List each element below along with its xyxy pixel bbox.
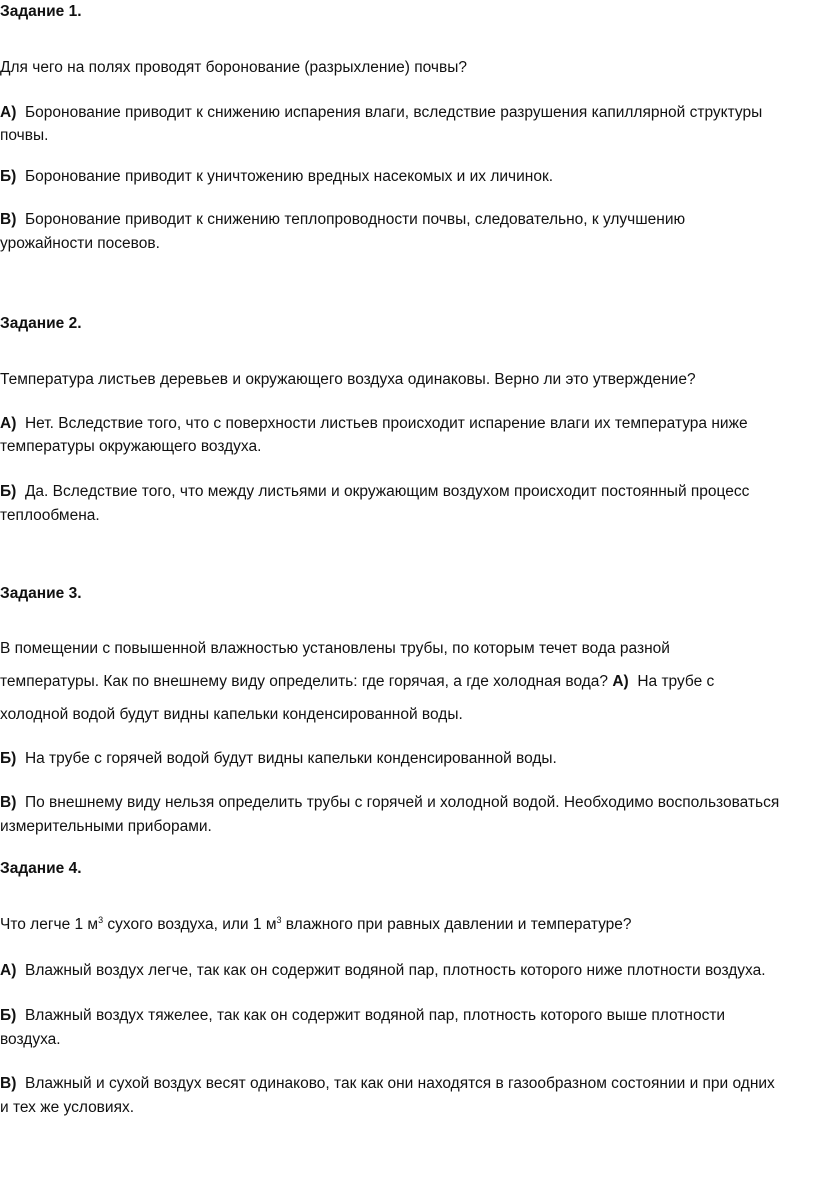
option-text: Влажный и сухой воздух весят одинаково, так как они находятся в газообразном состоянии и при одних: [24, 1075, 775, 1092]
question-text: сухого воздуха, или 1 м: [103, 916, 277, 933]
option-letter: В): [0, 1075, 17, 1092]
option-text: По внешнему виду нельзя определить трубы с горячей и холодной водой. Необходимо воспользоваться: [24, 794, 780, 811]
option-text: На трубе с горячей водой будут видны капельки конденсированной воды.: [24, 750, 557, 767]
task-2-title: Задание 2.: [0, 315, 82, 332]
task-1-option-b: [0, 167, 553, 187]
task-2-option-a: [0, 414, 748, 434]
option-letter: А): [0, 104, 17, 121]
task-3-question-line-3: холодной водой будут видны капельки конденсированной воды.: [0, 706, 463, 723]
superscript: 3: [276, 915, 282, 925]
task-3-question-line-2: [0, 672, 714, 692]
option-text: Влажный воздух легче, так как он содержит водяной пар, плотность которого ниже плотности воздуха.: [24, 962, 766, 979]
task-3-question-line-1: В помещении с повышенной влажностью установлены трубы, по которым течет вода разной: [0, 640, 670, 657]
question-text: Что легче 1 м: [0, 916, 99, 933]
question-text: влажного при равных давлении и температуре?: [281, 916, 632, 933]
option-text: Нет. Вследствие того, что с поверхности листьев происходит испарение влаги их температура ниже: [24, 415, 748, 432]
option-letter: А): [612, 673, 629, 690]
task-2-option-a-cont: температуры окружающего воздуха.: [0, 438, 262, 455]
option-letter: В): [0, 794, 17, 811]
task-4-option-a: [0, 961, 766, 981]
task-1-option-a: [0, 103, 762, 123]
task-2-question: Температура листьев деревьев и окружающего воздуха одинаковы. Верно ли это утверждение?: [0, 371, 696, 388]
task-1-title: Задание 1.: [0, 3, 82, 20]
task-1-question: Для чего на полях проводят боронование (разрыхление) почвы?: [0, 59, 467, 76]
task-2-option-b-cont: теплообмена.: [0, 507, 100, 524]
option-letter: Б): [0, 1007, 17, 1024]
option-letter: В): [0, 211, 17, 228]
superscript: 3: [98, 915, 104, 925]
task-4-option-c-cont: и тех же условиях.: [0, 1099, 135, 1116]
task-3-title: Задание 3.: [0, 585, 82, 602]
task-1-option-a-cont: почвы.: [0, 127, 49, 144]
option-letter: Б): [0, 750, 17, 767]
option-letter: Б): [0, 483, 17, 500]
task-4-option-c: [0, 1074, 775, 1094]
task-1-option-c-cont: урожайности посевов.: [0, 235, 160, 252]
option-text: Боронование приводит к снижению испарения влаги, вследствие разрушения капиллярной структуры: [24, 104, 763, 121]
option-text: Да. Вследствие того, что между листьями и окружающим воздухом происходит постоянный процесс: [24, 483, 750, 500]
task-1-option-c: [0, 210, 685, 230]
option-text: Влажный воздух тяжелее, так как он содержит водяной пар, плотность которого выше плотности: [24, 1007, 726, 1024]
task-4-option-b-cont: воздуха.: [0, 1031, 61, 1048]
task-4-question: [0, 915, 632, 935]
option-text: Боронование приводит к снижению теплопроводности почвы, следовательно, к улучшению: [24, 211, 686, 228]
task-3-option-c-cont: измерительными приборами.: [0, 818, 212, 835]
question-text: температуры. Как по внешнему виду определить: где горячая, а где холодная вода?: [0, 673, 609, 690]
option-text: Боронование приводит к уничтожению вредных насекомых и их личинок.: [24, 168, 554, 185]
task-4-option-b: [0, 1006, 725, 1026]
option-letter: А): [0, 962, 17, 979]
task-2-option-b: [0, 482, 749, 502]
task-3-option-c: [0, 793, 779, 813]
task-4-title: Задание 4.: [0, 860, 82, 877]
option-letter: Б): [0, 168, 17, 185]
task-3-option-b: [0, 749, 557, 769]
option-letter: А): [0, 415, 17, 432]
option-text: На трубе с: [637, 673, 715, 690]
